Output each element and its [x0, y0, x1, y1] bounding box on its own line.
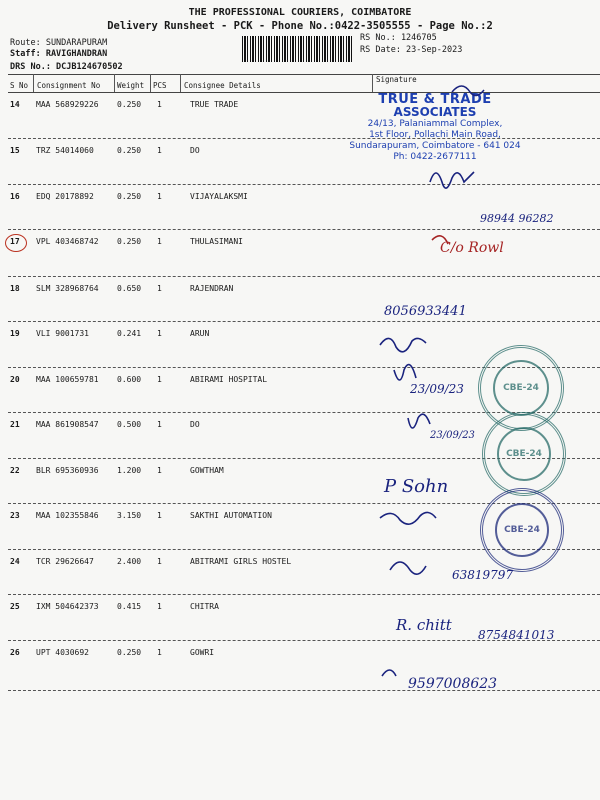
row-pcs: 1 [157, 375, 162, 384]
signature-16 [430, 172, 474, 188]
row-weight: 0.250 [117, 648, 142, 657]
row-pcs: 1 [157, 284, 162, 293]
signature-19 [380, 338, 426, 351]
row-weight: 0.241 [117, 329, 142, 338]
stamp-line: Ph: 0422-2677111 [393, 152, 477, 162]
stamp-line: 24/13, Palaniammal Complex, [367, 119, 503, 129]
row-weight: 0.500 [117, 420, 142, 429]
row-consignee: GOWTHAM [190, 466, 224, 475]
handwritten-note: C/o Rowl [440, 240, 504, 256]
row-consignee: VIJAYALAKSMI [190, 192, 248, 201]
seal-text: CBE-24 [497, 427, 551, 481]
row-sno: 26 [10, 648, 20, 657]
seal-text: CBE-24 [495, 503, 549, 557]
row-sno: 20 [10, 375, 20, 384]
row-sno: 16 [10, 192, 20, 201]
row-consignee: ABIRAMI HOSPITAL [190, 375, 268, 384]
staff-label: Staff: RAVIGHANDRAN [10, 49, 108, 59]
handwritten-signature: P Sohn [384, 476, 449, 497]
col-divider [114, 74, 115, 92]
row-weight: 3.150 [117, 511, 142, 520]
col-signature: Signature [376, 75, 417, 84]
row-sno: 22 [10, 466, 20, 475]
row-consignee: DO [190, 420, 200, 429]
handwritten-date: 23/09/23 [430, 430, 475, 441]
signature-strokes [372, 80, 600, 700]
row-pcs: 1 [157, 420, 162, 429]
row-sno: 23 [10, 511, 20, 520]
row-consignment: EDQ 20178892 [36, 192, 94, 201]
row-sno: 18 [10, 284, 20, 293]
col-sno: S No [10, 81, 29, 90]
col-divider [33, 74, 34, 92]
signature-21 [408, 414, 430, 428]
col-consignee: Consignee Details [184, 81, 261, 90]
row-weight: 0.600 [117, 375, 142, 384]
row-pcs: 1 [157, 146, 162, 155]
row-consignee: DO [190, 146, 200, 155]
row-weight: 0.650 [117, 284, 142, 293]
row-sno: 24 [10, 557, 20, 566]
handwritten-signature: R. chitt [396, 616, 452, 634]
row-sno: 15 [10, 146, 20, 155]
row-pcs: 1 [157, 466, 162, 475]
circled-mark [5, 234, 27, 252]
rs-date: RS Date: 23-Sep-2023 [360, 45, 463, 55]
row-weight: 0.250 [117, 100, 142, 109]
row-pcs: 1 [157, 557, 162, 566]
row-consignee: RAJENDRAN [190, 284, 234, 293]
col-consignment: Consignment No [37, 81, 101, 90]
company-title: THE PROFESSIONAL COURIERS, COIMBATORE [188, 7, 412, 18]
stamp-line: ASSOCIATES [393, 105, 477, 119]
handwritten-phone: 63819797 [452, 568, 514, 582]
row-sno: 14 [10, 100, 20, 109]
row-consignment: TRZ 54014060 [36, 146, 94, 155]
row-consignment: MAA 861908547 [36, 420, 99, 429]
col-pcs: PCS [153, 81, 167, 90]
seal-text: CBE-24 [493, 360, 549, 416]
row-pcs: 1 [157, 329, 162, 338]
row-consignee: SAKTHI AUTOMATION [190, 511, 272, 520]
stamp-line: Sundarapuram, Coimbatore - 641 024 [349, 141, 521, 151]
barcode [242, 36, 352, 62]
row-weight: 2.400 [117, 557, 142, 566]
rs-number: RS No.: 1246705 [360, 33, 437, 43]
route-label: Route: SUNDARAPURAM [10, 38, 108, 48]
handwritten-phone: 8056933441 [384, 304, 467, 319]
row-pcs: 1 [157, 237, 162, 246]
stamp-line: TRUE & TRADE [378, 92, 492, 107]
drs-number: DRS No.: DCJB124670502 [10, 62, 123, 72]
row-pcs: 1 [157, 192, 162, 201]
row-consignee: ABITRAMI GIRLS HOSTEL [190, 557, 292, 566]
handwritten-date: 23/09/23 [410, 382, 464, 396]
col-divider [180, 74, 181, 92]
col-weight: Weight [117, 81, 145, 90]
handwritten-phone: 8754841013 [478, 628, 555, 642]
row-consignee: CHITRA [190, 602, 219, 611]
handwritten-phone: 98944 96282 [480, 212, 554, 225]
signature-14 [452, 86, 484, 96]
row-consignment: MAA 100659781 [36, 375, 99, 384]
row-consignment: MAA 568929226 [36, 100, 99, 109]
row-consignee: GOWRI [190, 648, 215, 657]
row-sno: 17 [10, 237, 20, 246]
row-consignment: VPL 403468742 [36, 237, 99, 246]
row-consignment: IXM 504642373 [36, 602, 99, 611]
signature-20 [394, 365, 416, 380]
row-consignee: THULASIMANI [190, 237, 243, 246]
row-weight: 0.250 [117, 237, 142, 246]
row-consignee: TRUE TRADE [190, 100, 239, 109]
row-consignment: UPT 4030692 [36, 648, 89, 657]
stamp-line: 1st Floor, Pollachi Main Road, [369, 130, 501, 140]
handwritten-phone: 9597008623 [408, 676, 498, 692]
row-sno: 25 [10, 602, 20, 611]
signature-24 [390, 562, 426, 574]
signature-26 [382, 670, 396, 676]
signature-23 [380, 512, 436, 524]
row-pcs: 1 [157, 648, 162, 657]
row-pcs: 1 [157, 511, 162, 520]
row-consignment: TCR 29626647 [36, 557, 94, 566]
row-consignee: ARUN [190, 329, 210, 338]
row-weight: 0.250 [117, 146, 142, 155]
runsheet-subtitle: Delivery Runsheet - PCK - Phone No.:0422-3505555 - Page No.:2 [107, 20, 493, 32]
row-sno: 21 [10, 420, 20, 429]
row-weight: 0.415 [117, 602, 142, 611]
row-weight: 1.200 [117, 466, 142, 475]
row-consignment: BLR 695360936 [36, 466, 99, 475]
row-pcs: 1 [157, 100, 162, 109]
row-consignment: SLM 328968764 [36, 284, 99, 293]
row-consignment: VLI 9001731 [36, 329, 89, 338]
row-weight: 0.250 [117, 192, 142, 201]
row-pcs: 1 [157, 602, 162, 611]
row-sno: 19 [10, 329, 20, 338]
col-divider [150, 74, 151, 92]
row-consignment: MAA 102355846 [36, 511, 99, 520]
